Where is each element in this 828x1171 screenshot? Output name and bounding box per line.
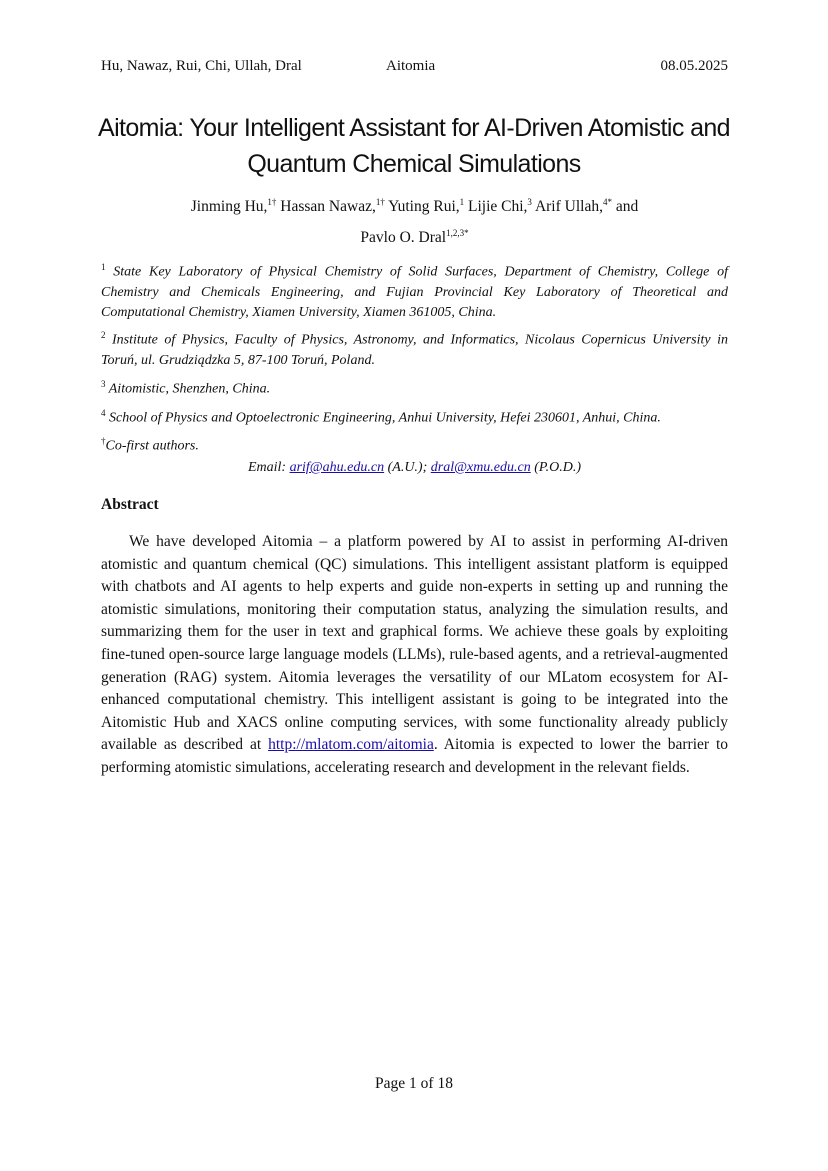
affiliation-mark: 1 bbox=[101, 262, 106, 272]
email-link-ullah[interactable]: arif@ahu.edu.cn bbox=[289, 460, 385, 475]
author-affiliation-mark: 3 bbox=[527, 197, 532, 207]
affiliation bbox=[101, 374, 728, 400]
running-header-title: Aitomia bbox=[386, 58, 436, 74]
running-header-authors: Hu, Nawaz, Rui, Chi, Ullah, Dral bbox=[101, 58, 302, 74]
email-owner: (A.U.); bbox=[387, 460, 428, 475]
author-affiliation-mark: 1† bbox=[267, 197, 277, 207]
dagger-mark: † bbox=[101, 436, 106, 446]
affiliation bbox=[101, 403, 728, 429]
abstract-text-part: . Aitomia is expected to lower the barrier to performing atomistic simulations, accelerating research and development in the relevant fields. bbox=[101, 736, 729, 776]
author-name: Pavlo O. Dral bbox=[360, 229, 447, 247]
author-name: Lijie Chi, bbox=[468, 198, 528, 216]
affiliation bbox=[101, 257, 728, 323]
email-label: Email: bbox=[247, 460, 287, 475]
affiliation-mark: 3 bbox=[101, 379, 106, 389]
email-link-dral[interactable]: dral@xmu.edu.cn bbox=[430, 460, 531, 475]
page-number: Page 1 of 18 bbox=[375, 1075, 453, 1092]
affiliation-mark: 4 bbox=[101, 408, 106, 418]
running-header-date: 08.05.2025 bbox=[660, 58, 728, 74]
author-list bbox=[101, 189, 728, 251]
abstract-heading: Abstract bbox=[101, 496, 159, 513]
author-name: Hassan Nawaz, bbox=[280, 198, 376, 216]
author-conjunction: and bbox=[615, 198, 639, 216]
paper-title: Aitomia: Your Intelligent Assistant for AI-Driven Atomistic and Quantum Chemical Simulations bbox=[98, 114, 730, 178]
affiliation-text: State Key Laboratory of Physical Chemistry of Solid Surfaces, Department of Chemistry, College of Chemistry and Chemicals Engineering, and Fujian Provincial Key Laboratory of Theoretical and Computational Chemistry, Xiamen University, Xiamen 361005, China. bbox=[101, 264, 728, 320]
abstract-text bbox=[101, 531, 728, 780]
co-first-note bbox=[101, 431, 728, 457]
abstract-text-part: We have developed Aitomia – a platform powered by AI to assist in performing AI-driven atomistic and quantum chemical (QC) simulations. This intelligent assistant platform is equipped with chatbots and AI agents to help experts and guide non-experts in setting up and running the atomistic simulations, monitoring their computation status, analyzing the simulation results, and summarizing them for the user in text and graphical forms. We achieve these goals by exploiting fine-tuned open-source large language models (LLMs), rule-based agents, and a retrieval-augmented generation (RAG) system. Aitomia leverages the versatility of our MLatom ecosystem for AI-enhanced computational chemistry. This intelligent assistant is going to be integrated into the Aitomistic Hub and XACS online computing services, with some functionality already publicly available as described at bbox=[101, 533, 728, 754]
email-owner: (P.O.D.) bbox=[534, 460, 582, 475]
contact-email-line bbox=[101, 460, 728, 476]
affiliation-text: School of Physics and Optoelectronic Engineering, Anhui University, Hefei 230601, Anhui, China. bbox=[109, 410, 661, 426]
author-name: Arif Ullah, bbox=[534, 198, 603, 216]
author-affiliation-mark: 1,2,3* bbox=[446, 228, 469, 239]
author-affiliation-mark: 4* bbox=[602, 197, 612, 207]
affiliation-mark: 2 bbox=[101, 330, 106, 340]
affiliation bbox=[101, 325, 728, 371]
affiliation-text: Institute of Physics, Faculty of Physics, Astronomy, and Informatics, Nicolaus Copernicus University in Toruń, ul. Grudziądzka 5, 87-100 Toruń, Poland. bbox=[101, 332, 729, 368]
aitomia-link[interactable]: http://mlatom.com/aitomia bbox=[268, 736, 434, 754]
co-first-note-text: Co-first authors. bbox=[105, 438, 199, 454]
author-affiliation-mark: 1 bbox=[459, 197, 465, 207]
author-name: Yuting Rui, bbox=[388, 198, 460, 216]
affiliation-text: Aitomistic, Shenzhen, China. bbox=[108, 381, 271, 397]
author-name: Jinming Hu, bbox=[190, 198, 268, 216]
author-affiliation-mark: 1† bbox=[375, 197, 385, 207]
